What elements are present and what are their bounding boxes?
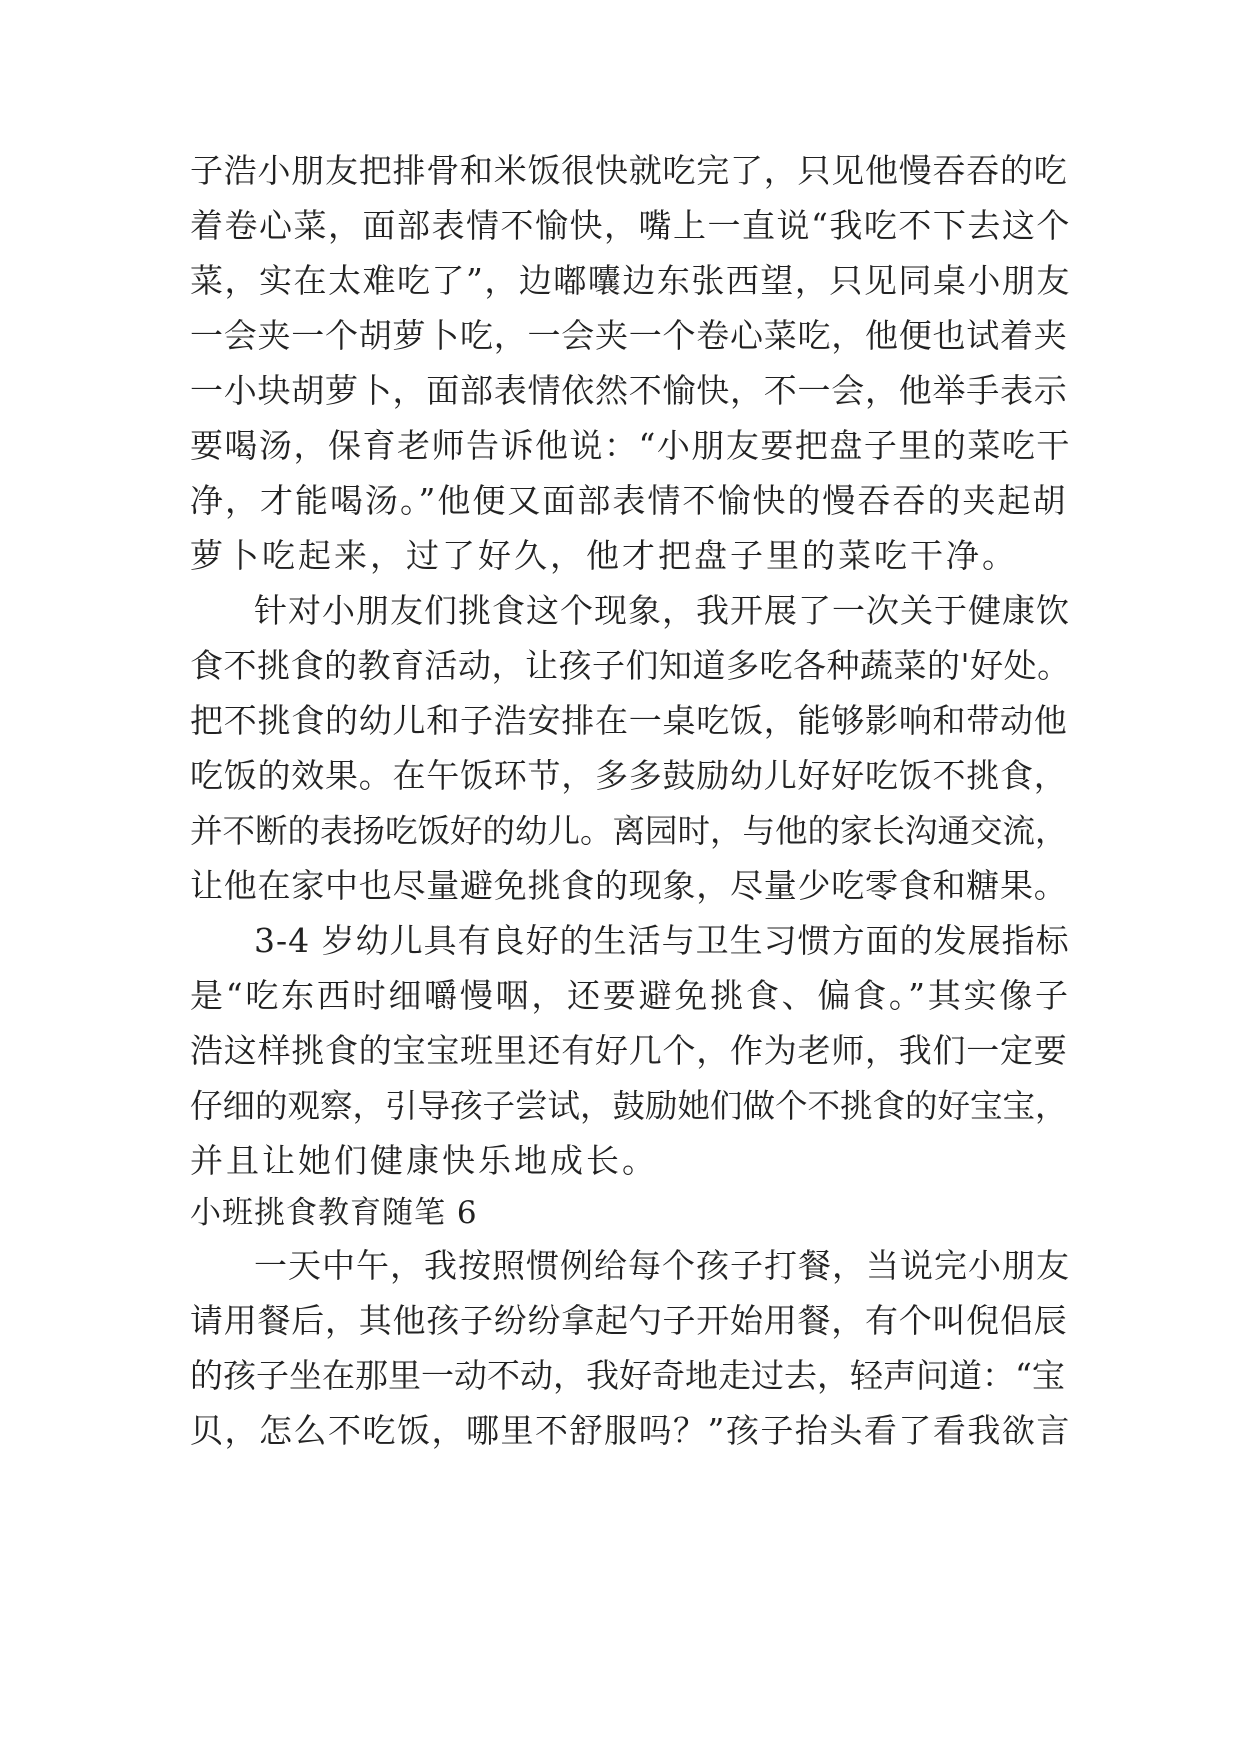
- paragraph-line: 一会夹一个胡萝卜吃，一会夹一个卷心菜吃，他便也试着夹: [190, 316, 1068, 355]
- section-heading: 小班挑食教育随笔 6: [190, 1195, 478, 1231]
- paragraph-line: 的孩子坐在那里一动不动，我好奇地走过去，轻声问道：“宝: [190, 1356, 1065, 1395]
- paragraph-line: 贝，怎么不吃饭，哪里不舒服吗？”孩子抬头看了看我欲言: [190, 1411, 1071, 1450]
- paragraph-line: 把不挑食的幼儿和子浩安排在一桌吃饭，能够影响和带动他: [190, 701, 1068, 740]
- paragraph-line: 浩这样挑食的宝宝班里还有好几个，作为老师，我们一定要: [190, 1031, 1068, 1070]
- paragraph-line: 要喝汤，保育老师告诉他说：“小朋友要把盘子里的菜吃干: [190, 426, 1071, 465]
- paragraph-line: 并不断的表扬吃饭好的幼儿。离园时，与他的家长沟通交流，: [190, 812, 1068, 850]
- paragraph-line: 菜，实在太难吃了”，边嘟囔边东张西望，只见同桌小朋友: [190, 261, 1071, 300]
- paragraph-line: 食不挑食的教育活动，让孩子们知道多吃各种蔬菜的'好处。: [190, 646, 1071, 685]
- paragraph-line: 一小块胡萝卜，面部表情依然不愉快，不一会，他举手表示: [190, 371, 1068, 410]
- paragraph-line: 仔细的观察，引导孩子尝试，鼓励她们做个不挑食的好宝宝，: [190, 1087, 1068, 1125]
- paragraph-line: 针对小朋友们挑食这个现象，我开展了一次关于健康饮: [254, 591, 1070, 630]
- paragraph-line: 让他在家中也尽量避免挑食的现象，尽量少吃零食和糖果。: [190, 866, 1068, 905]
- paragraph-line: 吃饭的效果。在午饭环节，多多鼓励幼儿好好吃饭不挑食，: [190, 756, 1068, 795]
- paragraph-line: 并且让她们健康快乐地成长。: [190, 1141, 658, 1180]
- paragraph-line: 请用餐后，其他孩子纷纷拿起勺子开始用餐，有个叫倪侣辰: [190, 1301, 1068, 1340]
- paragraph-line: 萝卜吃起来，过了好久，他才把盘子里的菜吃干净。: [190, 536, 1018, 575]
- paragraph-line: 子浩小朋友把排骨和米饭很快就吃完了，只见他慢吞吞的吃: [190, 151, 1068, 190]
- paragraph-line: 着卷心菜，面部表情不愉快，嘴上一直说“我吃不下去这个: [190, 206, 1071, 245]
- paragraph-line: 一天中午，我按照惯例给每个孩子打餐，当说完小朋友: [254, 1246, 1070, 1285]
- paragraph-line: 是“吃东西时细嚼慢咽，还要避免挑食、偏食。”其实像子: [190, 976, 1071, 1015]
- paragraph-line: 净，才能喝汤。”他便又面部表情不愉快的慢吞吞的夹起胡: [190, 481, 1068, 520]
- paragraph-line: 3-4 岁幼儿具有良好的生活与卫生习惯方面的发展指标: [254, 921, 1070, 960]
